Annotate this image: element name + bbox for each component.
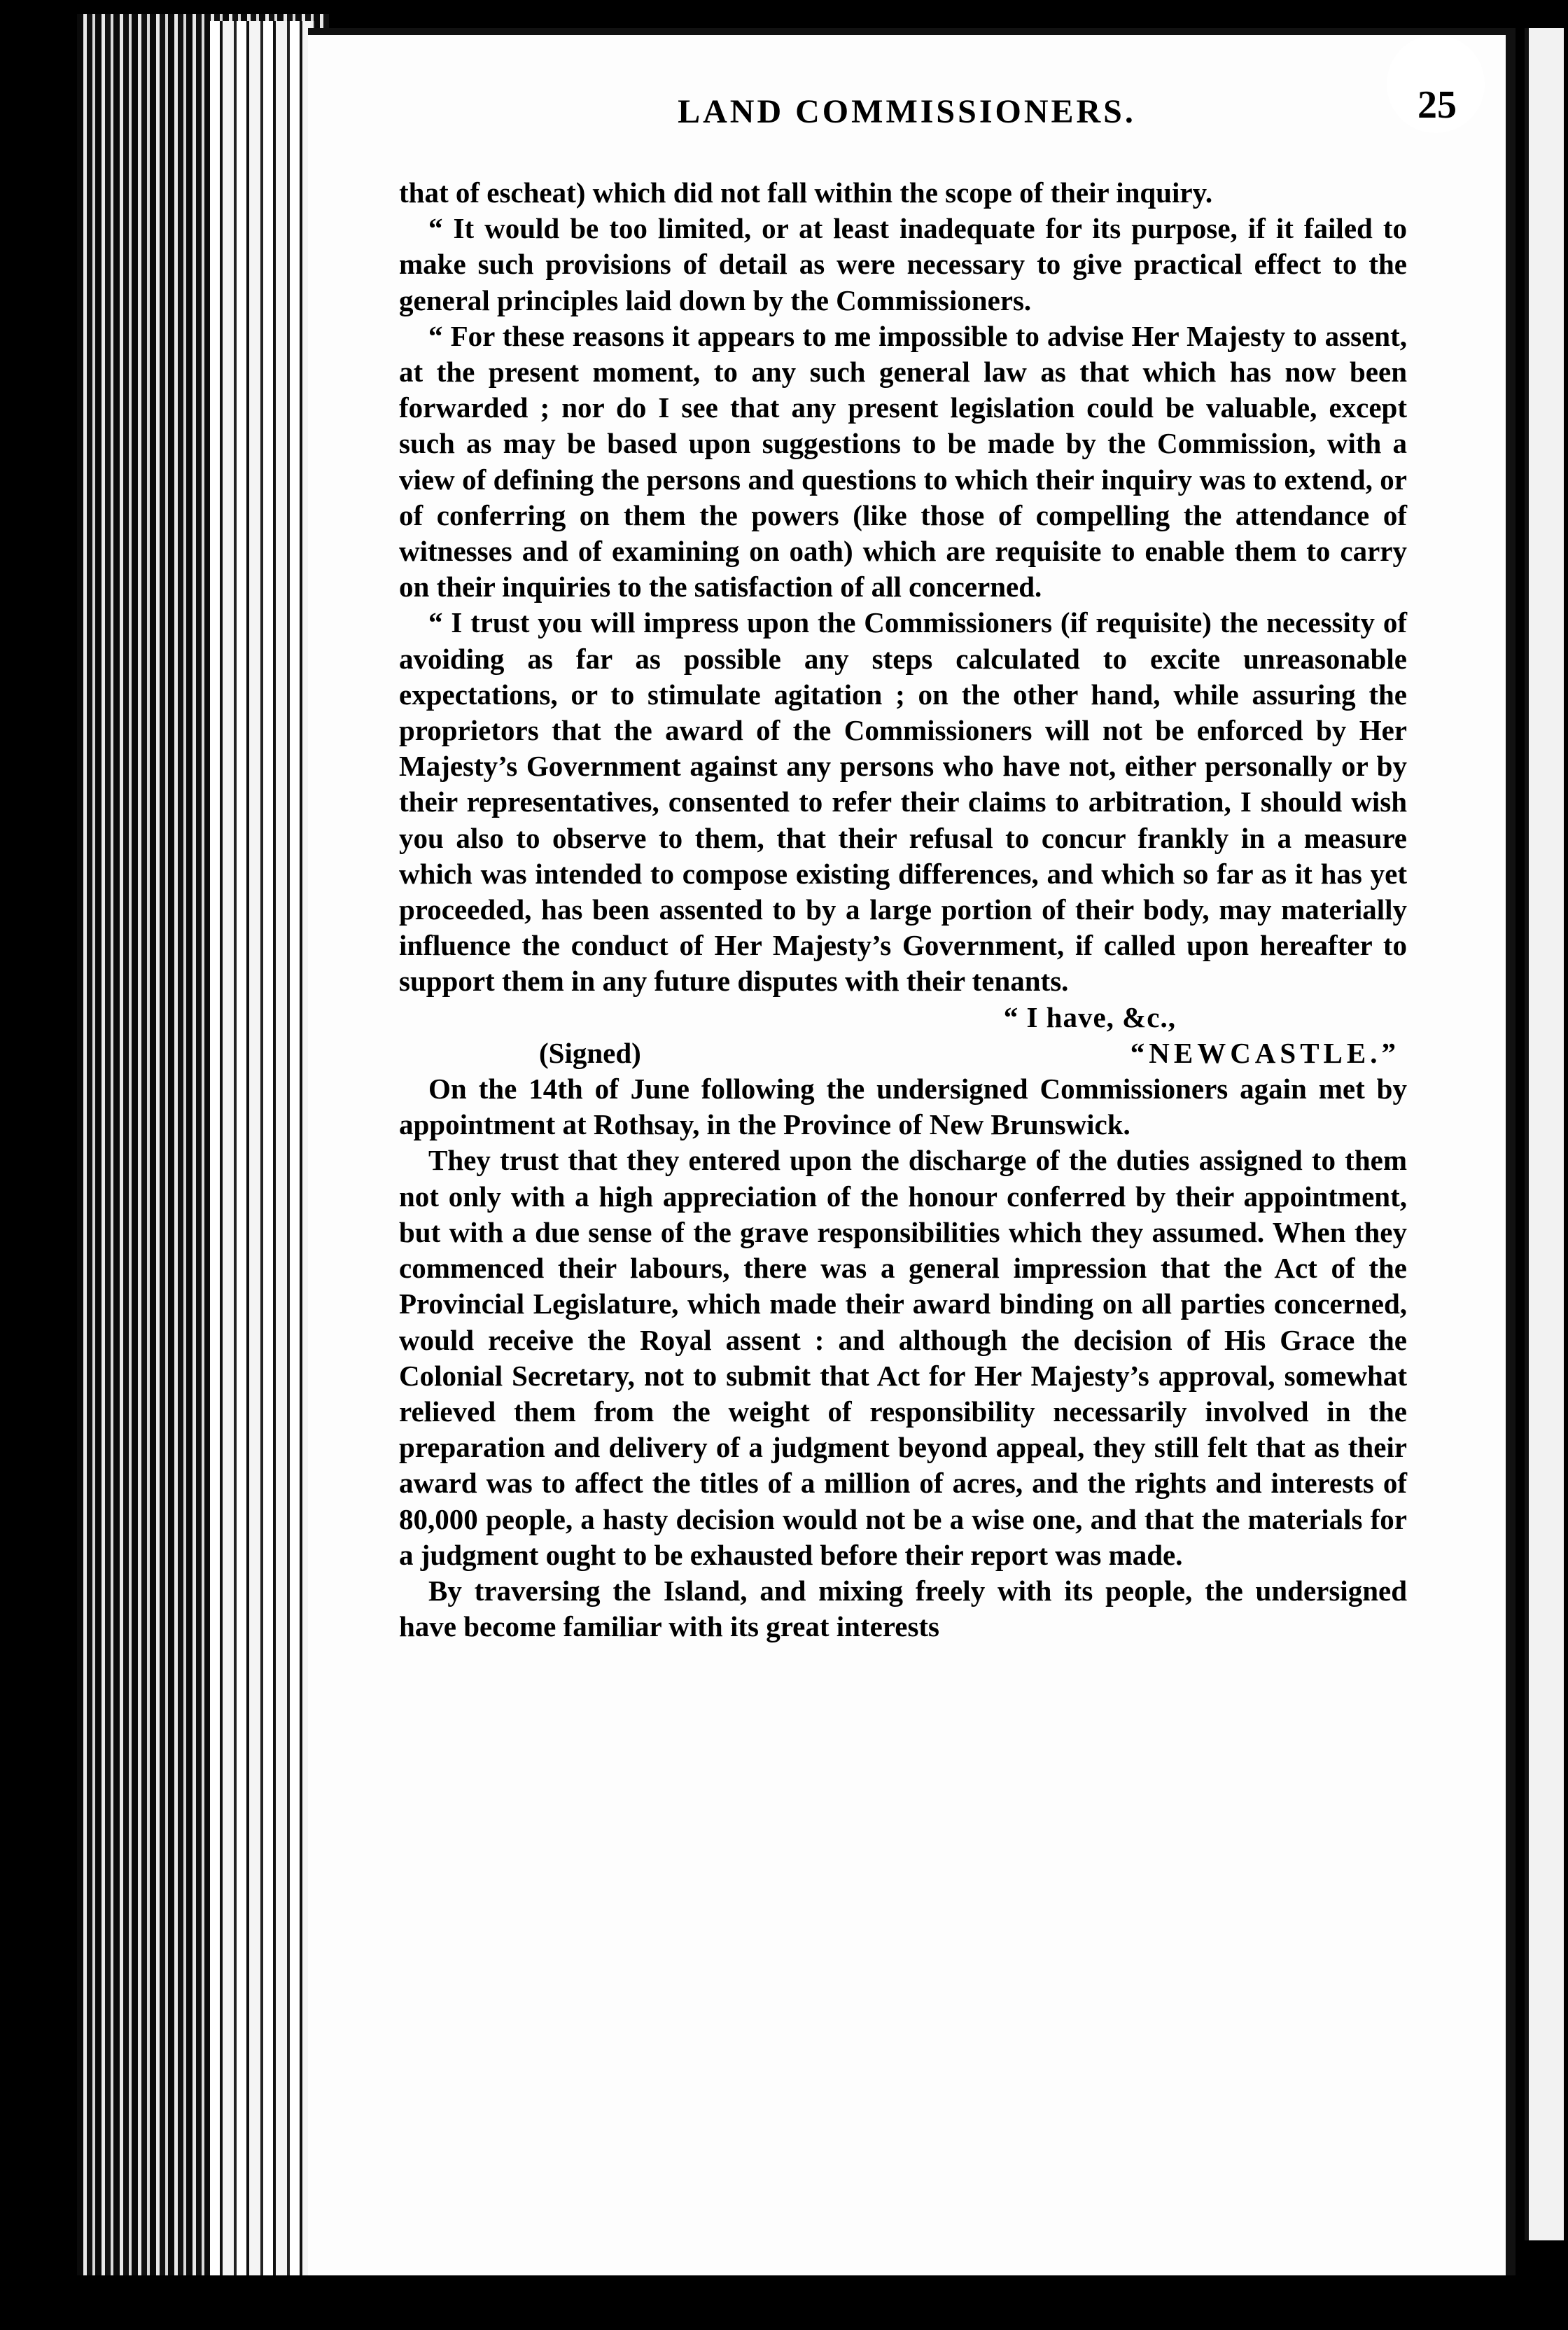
paragraph: that of escheat) which did not fall within the scope of their inquiry.: [399, 176, 1213, 209]
paragraph: “ For these reasons it appears to me impossible to advise Her Majesty to assent, at the present moment, to any such general law as that which has now been forwarded ; nor do I see that any present legislation could be valuable, except such as may be based upon suggestions to be made by the Commission, with a view of defining the persons and questions to which their inquiry was to extend, or of conferring on them the powers (like those of compelling the attendance of witnesses and of examining on oath) which are requisite to enable them to carry on their inquiries to the satisfaction of all concerned.: [399, 319, 1407, 604]
body-text: [399, 175, 1407, 1645]
paragraph: By traversing the Island, and mixing freely with its people, the undersigned have become familiar with its great interests: [399, 1574, 1407, 1643]
signed-label: (Signed): [539, 1036, 641, 1069]
page-edges-inner: [210, 21, 315, 2275]
page-number: 25: [1418, 83, 1457, 127]
next-page-edge: [1525, 28, 1564, 2240]
paragraph: “ I trust you will impress upon the Commissioners (if requisite) the necessity of avoiding as far as possible any steps calculated to excite unreasonable expectations, or to stimulate agitation ; on the other hand, while assuring the proprietors that the award of the Commissioners will not be enforced by Her Majesty’s Government against any persons who have not, either personally or by their representatives, consented to refer their claims to arbitration, I should wish you also to observe to them, that their refusal to concur frankly in a measure which was intended to compose existing differences, and which so far as it has yet proceeded, has been assented to by a large portion of their body, may materially influence the conduct of Her Majesty’s Government, if called upon hereafter to support them in any future disputes with their tenants.: [399, 606, 1407, 998]
signature-line: [399, 1035, 1407, 1071]
letter-closing: “ I have, &c.,: [1003, 1000, 1176, 1033]
paragraph: They trust that they entered upon the discharge of the duties assigned to them not only with a high appreciation of the honour conferred by their appointment, but with a due sense of the grave responsibilities which they assumed. When they commenced their labours, there was a general impression that the Act of the Provincial Legislature, which made their award binding on all parties concerned, would receive the Royal assent : and although the decision of His Grace the Colonial Secretary, not to submit that Act for Her Majesty’s approval, somewhat relieved them from the weight of responsibility necessarily involved in the preparation and delivery of a judgment beyond appeal, they still felt that as their award was to affect the titles of a million of acres, and the rights and interests of 80,000 people, a hasty decision would not be a wise one, and that the materials for a judgment ought to be exhausted before their report was made.: [399, 1144, 1407, 1571]
paragraph: On the 14th of June following the undersigned Commissioners again met by appointment at Rothsay, in the Province of New Brunswick.: [399, 1073, 1407, 1141]
running-head: LAND COMMISSIONERS.: [678, 93, 1136, 130]
page: [308, 28, 1516, 2275]
paragraph: “ It would be too limited, or at least inadequate for its purpose, if it failed to make such provisions of detail as were necessary to give practical effect to the general principles laid down by the Commissioners.: [399, 212, 1407, 316]
page-top-rule: [308, 28, 1506, 35]
signatory-name: “NEWCASTLE.”: [1130, 1036, 1400, 1069]
